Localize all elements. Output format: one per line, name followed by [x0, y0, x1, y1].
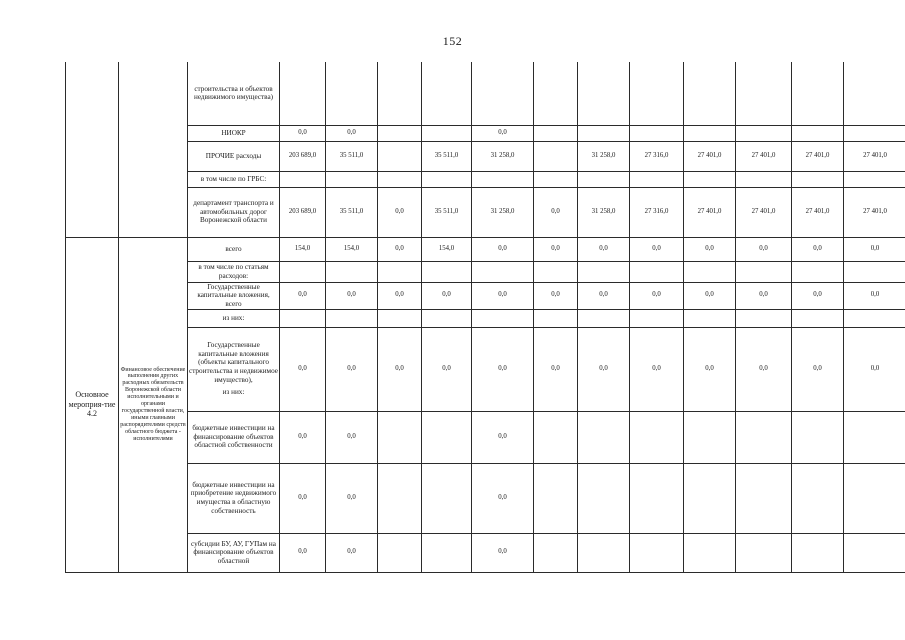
measure-status-cell: Основное мероприя-тие 4.2 — [66, 237, 119, 572]
value-cell — [684, 261, 736, 282]
value-cell — [578, 125, 630, 141]
page-number: 152 — [442, 34, 463, 48]
table-row — [66, 411, 905, 463]
value-cell — [378, 141, 422, 171]
value-cell — [534, 309, 578, 327]
value-cell — [792, 463, 844, 533]
value-cell — [578, 62, 630, 125]
value-cell — [736, 309, 792, 327]
row-description: Государственные капитальные вложения (объекты капитального строительства и недвижимое имущество), из них: — [188, 327, 280, 411]
value-cell — [630, 62, 684, 125]
value-cell — [378, 125, 422, 141]
value-cell — [792, 411, 844, 463]
value-cell: 27 401,0 — [736, 141, 792, 171]
value-cell — [630, 411, 684, 463]
value-cell: 0,0 — [844, 327, 905, 411]
value-cell: 35 511,0 — [326, 141, 378, 171]
value-cell — [792, 261, 844, 282]
value-cell: 0,0 — [326, 125, 378, 141]
row-description: бюджетные инвестиции на финансирование объектов областной собственности — [188, 411, 280, 463]
value-cell: 0,0 — [578, 237, 630, 261]
value-cell: 0,0 — [326, 411, 378, 463]
value-cell: 31 258,0 — [578, 187, 630, 237]
value-cell — [844, 171, 905, 187]
value-cell: 0,0 — [280, 282, 326, 309]
table-row — [66, 261, 905, 282]
value-cell — [534, 411, 578, 463]
value-cell — [578, 261, 630, 282]
value-cell — [630, 463, 684, 533]
value-cell — [844, 463, 905, 533]
table-row — [66, 237, 905, 261]
value-cell: 0,0 — [378, 237, 422, 261]
table-row — [66, 282, 905, 309]
table-row — [66, 171, 905, 187]
value-cell — [736, 171, 792, 187]
value-cell: 35 511,0 — [422, 187, 472, 237]
value-cell — [792, 533, 844, 572]
value-cell: 0,0 — [472, 125, 534, 141]
table-row — [66, 125, 905, 141]
value-cell — [844, 261, 905, 282]
value-cell: 203 689,0 — [280, 141, 326, 171]
value-cell: 27 401,0 — [844, 187, 905, 237]
value-cell: 0,0 — [792, 327, 844, 411]
value-cell — [792, 171, 844, 187]
value-cell — [326, 309, 378, 327]
value-cell — [684, 309, 736, 327]
value-cell — [844, 411, 905, 463]
value-cell — [422, 261, 472, 282]
value-cell: 0,0 — [578, 282, 630, 309]
value-cell — [280, 309, 326, 327]
value-cell — [630, 533, 684, 572]
value-cell — [422, 309, 472, 327]
value-cell — [736, 261, 792, 282]
value-cell: 0,0 — [472, 533, 534, 572]
value-cell: 0,0 — [844, 237, 905, 261]
value-cell — [422, 411, 472, 463]
value-cell — [534, 463, 578, 533]
value-cell — [684, 171, 736, 187]
table-row — [66, 309, 905, 327]
value-cell — [792, 309, 844, 327]
value-cell — [280, 261, 326, 282]
prev-name-cell — [119, 62, 188, 237]
row-description: субсидии БУ, АУ, ГУПам на финансирование объектов областной — [188, 533, 280, 572]
value-cell — [422, 125, 472, 141]
value-cell — [326, 62, 378, 125]
value-cell — [280, 62, 326, 125]
value-cell — [684, 411, 736, 463]
expenditure-table — [65, 62, 905, 573]
value-cell: 0,0 — [736, 327, 792, 411]
value-cell — [472, 261, 534, 282]
value-cell: 0,0 — [326, 327, 378, 411]
row-description: Государственные капитальные вложения, всего — [188, 282, 280, 309]
table-row — [66, 533, 905, 572]
value-cell — [378, 411, 422, 463]
value-cell — [736, 411, 792, 463]
value-cell: 0,0 — [630, 282, 684, 309]
value-cell: 27 401,0 — [684, 187, 736, 237]
row-description: из них: — [188, 309, 280, 327]
value-cell: 0,0 — [422, 327, 472, 411]
value-cell: 0,0 — [534, 327, 578, 411]
value-cell: 0,0 — [472, 282, 534, 309]
value-cell — [684, 125, 736, 141]
value-cell — [630, 171, 684, 187]
value-cell: 27 401,0 — [792, 187, 844, 237]
value-cell — [378, 62, 422, 125]
value-cell — [534, 171, 578, 187]
value-cell — [630, 125, 684, 141]
value-cell: 0,0 — [472, 411, 534, 463]
table-row — [66, 327, 905, 411]
value-cell — [378, 533, 422, 572]
value-cell: 27 401,0 — [844, 141, 905, 171]
value-cell: 0,0 — [472, 327, 534, 411]
value-cell: 0,0 — [280, 463, 326, 533]
value-cell: 0,0 — [472, 237, 534, 261]
value-cell — [736, 463, 792, 533]
value-cell — [534, 125, 578, 141]
value-cell — [534, 141, 578, 171]
value-cell: 203 689,0 — [280, 187, 326, 237]
value-cell: 0,0 — [630, 237, 684, 261]
value-cell: 154,0 — [422, 237, 472, 261]
table-row — [66, 62, 905, 125]
value-cell: 0,0 — [326, 463, 378, 533]
value-cell — [378, 463, 422, 533]
value-cell — [630, 309, 684, 327]
value-cell: 0,0 — [422, 282, 472, 309]
table-row — [66, 463, 905, 533]
value-cell — [630, 261, 684, 282]
value-cell — [736, 62, 792, 125]
value-cell — [792, 125, 844, 141]
value-cell — [844, 125, 905, 141]
value-cell — [422, 62, 472, 125]
value-cell: 0,0 — [630, 327, 684, 411]
value-cell — [792, 62, 844, 125]
value-cell: 0,0 — [534, 237, 578, 261]
value-cell — [534, 62, 578, 125]
value-cell — [684, 62, 736, 125]
value-cell: 0,0 — [378, 327, 422, 411]
value-cell: 0,0 — [684, 282, 736, 309]
row-description: департамент транспорта и автомобильных дорог Воронежской области — [188, 187, 280, 237]
value-cell — [422, 463, 472, 533]
value-cell — [378, 261, 422, 282]
value-cell — [684, 533, 736, 572]
value-cell — [578, 463, 630, 533]
value-cell — [736, 533, 792, 572]
value-cell — [844, 62, 905, 125]
value-cell: 0,0 — [736, 237, 792, 261]
value-cell — [472, 62, 534, 125]
value-cell: 0,0 — [736, 282, 792, 309]
row-description: в том числе по статьям расходов: — [188, 261, 280, 282]
table-row — [66, 141, 905, 171]
table-row — [66, 187, 905, 237]
prev-status-cell — [66, 62, 119, 237]
value-cell — [534, 261, 578, 282]
value-cell — [472, 309, 534, 327]
value-cell: 0,0 — [534, 187, 578, 237]
row-description: строительства и объектов недвижимого имущества) — [188, 62, 280, 125]
value-cell — [534, 533, 578, 572]
value-cell: 0,0 — [378, 187, 422, 237]
row-description: всего — [188, 237, 280, 261]
value-cell: 0,0 — [684, 327, 736, 411]
value-cell: 0,0 — [534, 282, 578, 309]
value-cell: 31 258,0 — [578, 141, 630, 171]
value-cell: 31 258,0 — [472, 141, 534, 171]
value-cell: 0,0 — [378, 282, 422, 309]
value-cell — [326, 261, 378, 282]
value-cell: 0,0 — [326, 533, 378, 572]
value-cell — [422, 533, 472, 572]
value-cell — [378, 171, 422, 187]
row-description: в том числе по ГРБС: — [188, 171, 280, 187]
value-cell: 31 258,0 — [472, 187, 534, 237]
value-cell — [684, 463, 736, 533]
value-cell: 0,0 — [326, 282, 378, 309]
value-cell: 0,0 — [280, 533, 326, 572]
value-cell — [736, 125, 792, 141]
row-description-sub: из них: — [222, 388, 245, 397]
value-cell: 0,0 — [792, 282, 844, 309]
value-cell — [578, 171, 630, 187]
value-cell: 0,0 — [844, 282, 905, 309]
value-cell — [578, 309, 630, 327]
value-cell: 0,0 — [578, 327, 630, 411]
value-cell: 35 511,0 — [326, 187, 378, 237]
row-description: ПРОЧИЕ расходы — [188, 141, 280, 171]
value-cell: 27 401,0 — [684, 141, 736, 171]
value-cell — [472, 171, 534, 187]
value-cell: 27 401,0 — [736, 187, 792, 237]
value-cell: 0,0 — [280, 125, 326, 141]
measure-name-cell: Финансовое обеспечение выполнения других расходных обязательств Воронежской области исполнительными и органами государственной власти, иными главными распорядителями средств областного бюджета - исполнителями — [119, 237, 188, 572]
value-cell — [844, 309, 905, 327]
value-cell: 0,0 — [280, 411, 326, 463]
value-cell: 154,0 — [280, 237, 326, 261]
value-cell — [578, 533, 630, 572]
value-cell: 27 316,0 — [630, 141, 684, 171]
value-cell: 0,0 — [792, 237, 844, 261]
value-cell — [280, 171, 326, 187]
row-description: бюджетные инвестиции на приобретение недвижимого имущества в областную собственность — [188, 463, 280, 533]
value-cell — [422, 171, 472, 187]
value-cell: 27 401,0 — [792, 141, 844, 171]
value-cell: 0,0 — [472, 463, 534, 533]
value-cell — [844, 533, 905, 572]
value-cell — [378, 309, 422, 327]
value-cell: 154,0 — [326, 237, 378, 261]
value-cell: 0,0 — [684, 237, 736, 261]
value-cell — [326, 171, 378, 187]
row-description: НИОКР — [188, 125, 280, 141]
value-cell: 35 511,0 — [422, 141, 472, 171]
value-cell: 0,0 — [280, 327, 326, 411]
value-cell — [578, 411, 630, 463]
value-cell: 27 316,0 — [630, 187, 684, 237]
